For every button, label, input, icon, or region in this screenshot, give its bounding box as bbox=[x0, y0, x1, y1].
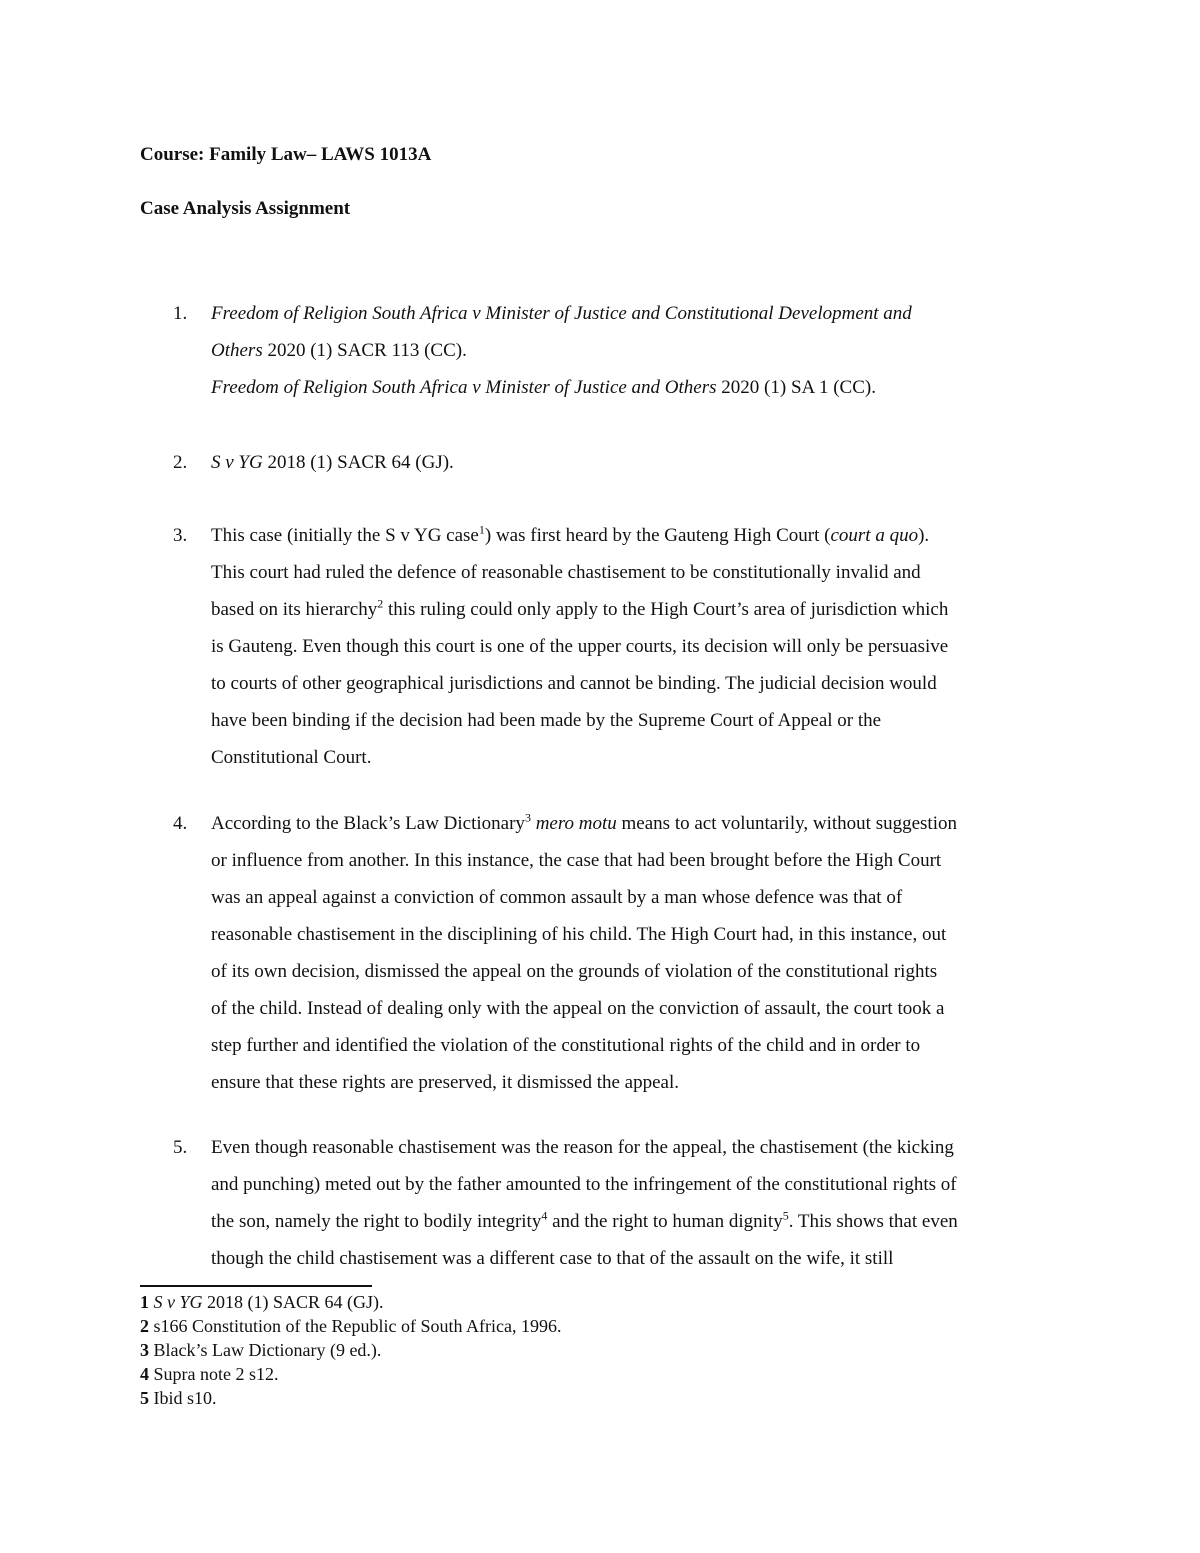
footnote-text: Black’s Law Dictionary (9 ed.). bbox=[149, 1340, 382, 1360]
text-line: This court had ruled the defence of reasonable chastisement to be constitutionally invalid and bbox=[211, 562, 921, 583]
text-line: or influence from another. In this instance, the case that had been brought before the High Court bbox=[211, 850, 942, 871]
text: based on its hierarchy bbox=[211, 599, 378, 620]
text-line: have been binding if the decision had been made by the Supreme Court of Appeal or the bbox=[211, 710, 882, 731]
case-title bbox=[211, 295, 1071, 332]
text: This case (initially the S v YG case bbox=[211, 525, 479, 546]
text-line: to courts of other geographical jurisdictions and cannot be binding. The judicial decision would bbox=[211, 673, 937, 694]
item-number: 5. bbox=[173, 1137, 188, 1158]
text: ). bbox=[918, 525, 930, 546]
footnote-number: 5 bbox=[140, 1388, 149, 1408]
text-line bbox=[211, 1203, 1071, 1240]
footnote-italic: S v YG bbox=[149, 1292, 203, 1312]
case-citation-2: 2020 (1) SA 1 (CC). bbox=[716, 377, 876, 398]
case-citation: 2020 (1) SACR 113 (CC). bbox=[262, 340, 467, 361]
case-name: Freedom of Religion South Africa v Minister of Justice and Constitutional Development and bbox=[211, 303, 912, 324]
footnote-ref: 5 bbox=[782, 1208, 789, 1223]
latin-term: court a quo bbox=[830, 525, 919, 546]
case-citation-line bbox=[211, 332, 1071, 369]
text-line: Even though reasonable chastisement was the reason for the appeal, the chastisement (the kicking bbox=[211, 1137, 954, 1158]
footnote-2 bbox=[140, 1314, 561, 1338]
assignment-heading: Case Analysis Assignment bbox=[140, 198, 351, 219]
item-number: 4. bbox=[173, 813, 188, 834]
footnote-number: 3 bbox=[140, 1340, 149, 1360]
item-number: 1. bbox=[173, 303, 188, 324]
text-line: of the child. Instead of dealing only with the appeal on the conviction of assault, the court took a bbox=[211, 998, 945, 1019]
footnote-ref: 4 bbox=[541, 1208, 548, 1223]
text-line: though the child chastisement was a different case to that of the assault on the wife, it still bbox=[211, 1248, 894, 1269]
item-5-paragraph bbox=[211, 1129, 1071, 1277]
text-line: ensure that these rights are preserved, it dismissed the appeal. bbox=[211, 1072, 679, 1093]
footnote-3 bbox=[140, 1338, 561, 1362]
text-line: Constitutional Court. bbox=[211, 747, 372, 768]
footnote-ref: 1 bbox=[478, 522, 485, 537]
text: this ruling could only apply to the High Court’s area of jurisdiction which bbox=[383, 599, 949, 620]
footnote-text: Supra note 2 s12. bbox=[149, 1364, 279, 1384]
footnote-text: 2018 (1) SACR 64 (GJ). bbox=[202, 1292, 384, 1312]
text-line: and punching) meted out by the father amounted to the infringement of the constitutional rights of bbox=[211, 1174, 957, 1195]
text-line: is Gauteng. Even though this court is one of the upper courts, its decision will only be persuasive bbox=[211, 636, 949, 657]
footnote-4 bbox=[140, 1362, 561, 1386]
case-line bbox=[211, 444, 1071, 481]
item-number: 2. bbox=[173, 452, 188, 473]
footnotes bbox=[140, 1290, 561, 1410]
case-name: S v YG bbox=[211, 452, 263, 473]
case-title-2 bbox=[211, 369, 1071, 406]
text-line bbox=[211, 805, 1071, 842]
footnote-ref: 3 bbox=[524, 810, 531, 825]
course-heading: Course: Family Law– LAWS 1013A bbox=[140, 144, 432, 165]
text-line: reasonable chastisement in the disciplining of his child. The High Court had, in this instance, out bbox=[211, 924, 947, 945]
footnote-ref: 2 bbox=[377, 596, 384, 611]
text: and the right to human dignity bbox=[547, 1211, 783, 1232]
text: . This shows that even bbox=[788, 1211, 958, 1232]
text-line: step further and identified the violation of the constitutional rights of the child and in order to bbox=[211, 1035, 921, 1056]
footnote-text: s166 Constitution of the Republic of South Africa, 1996. bbox=[149, 1316, 562, 1336]
text: ) was first heard by the Gauteng High Court ( bbox=[484, 525, 831, 546]
text: According to the Black’s Law Dictionary bbox=[211, 813, 525, 834]
item-4-paragraph bbox=[211, 805, 1071, 1101]
case-name-cont: Others bbox=[211, 340, 263, 361]
case-name-2: Freedom of Religion South Africa v Minister of Justice and Others bbox=[211, 377, 717, 398]
item-number: 3. bbox=[173, 525, 188, 546]
text: means to act voluntarily, without suggestion bbox=[616, 813, 957, 834]
footnote-text: Ibid s10. bbox=[149, 1388, 217, 1408]
footnote-5 bbox=[140, 1386, 561, 1410]
item-3-paragraph bbox=[211, 517, 1071, 776]
footnote-number: 1 bbox=[140, 1292, 149, 1312]
case-citation: 2018 (1) SACR 64 (GJ). bbox=[262, 452, 454, 473]
footnote-number: 2 bbox=[140, 1316, 149, 1336]
text-line: was an appeal against a conviction of common assault by a man whose defence was that of bbox=[211, 887, 903, 908]
text: the son, namely the right to bodily integrity bbox=[211, 1211, 542, 1232]
footnote-separator bbox=[140, 1285, 372, 1287]
latin-term: mero motu bbox=[530, 813, 617, 834]
footnote-1 bbox=[140, 1290, 561, 1314]
text-line bbox=[211, 591, 1071, 628]
text-line: of its own decision, dismissed the appeal on the grounds of violation of the constitutional rights bbox=[211, 961, 938, 982]
footnote-number: 4 bbox=[140, 1364, 149, 1384]
text-line bbox=[211, 517, 1071, 554]
